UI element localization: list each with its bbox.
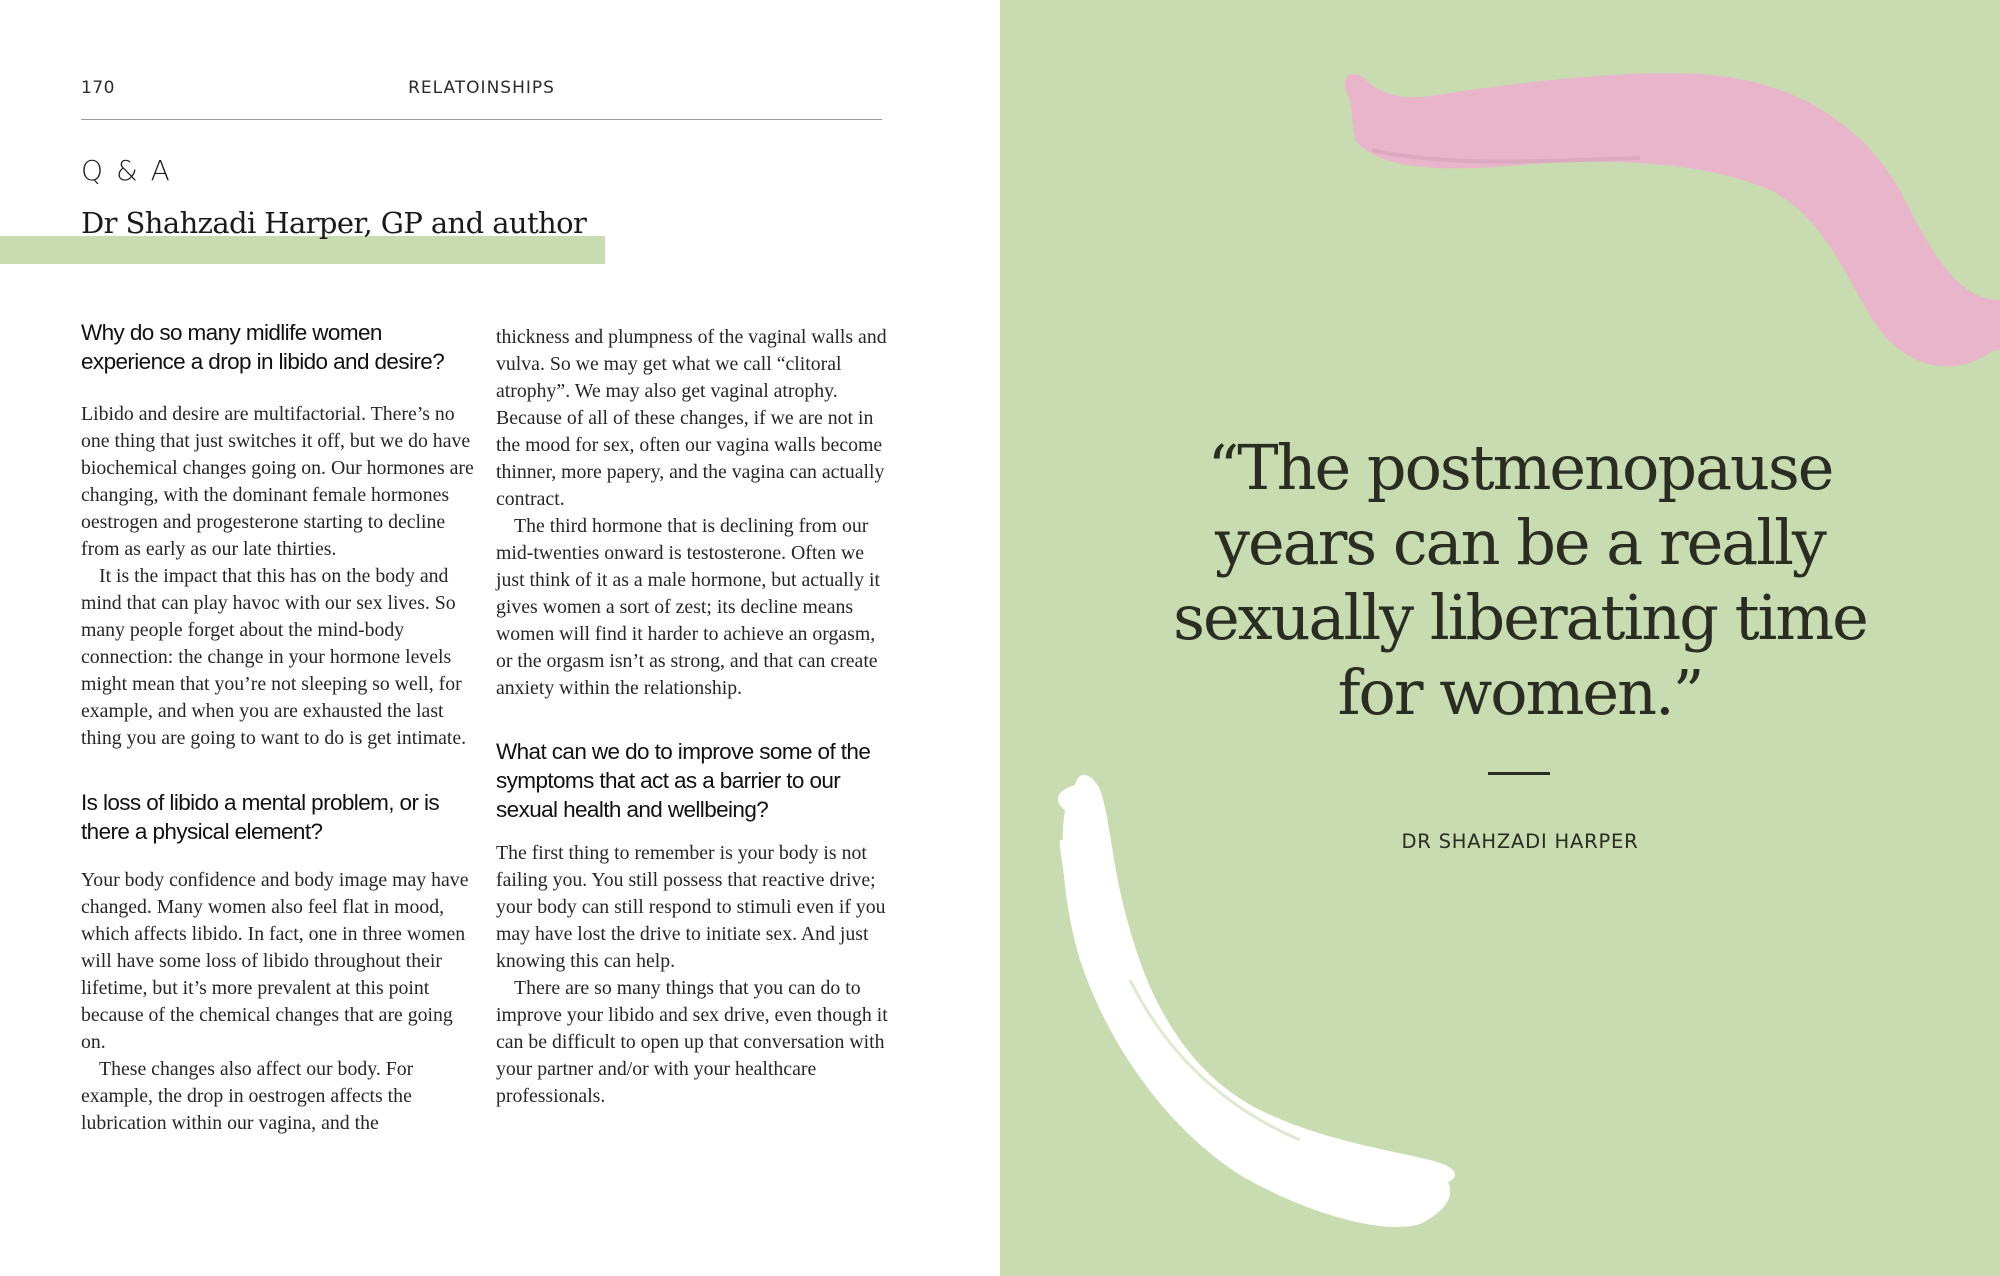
answer-paragraph: The first thing to remember is your body is not failing you. You still possess that reactive drive; your body can still respond to stimuli even if you may have lost the drive to initiate sex. And just knowing this can help. bbox=[496, 842, 886, 972]
answer-paragraph: Libido and desire are multifactorial. There’s no one thing that just switches it off, but we do have biochemical changes going on. Our hormones are changing, with the dominant female hormones oestrogen and progesterone starting to decline from as early as our late thirties. bbox=[81, 403, 474, 560]
text-column-1 bbox=[81, 318, 476, 1137]
answer-paragraph: Your body confidence and body image may have changed. Many women also feel flat in mood, which affects libido. In fact, one in three women will have some loss of libido throughout their lifetime, but it’s more prevalent at this point because of the chemical changes that are going on. bbox=[81, 869, 469, 1053]
right-page bbox=[1000, 0, 2000, 1276]
quote-attribution: DR SHAHZADI HARPER bbox=[1401, 830, 1639, 853]
answer-paragraph: thickness and plumpness of the vaginal walls and vulva. So we may get what we call “clitoral atrophy”. We may also get vaginal atrophy. Because of all of these changes, if we are not in the mood for sex, often our vagina walls become thinner, more papery, and the vagina can actually contract. bbox=[496, 326, 887, 510]
pink-brush-stroke bbox=[1345, 73, 2000, 366]
question-heading: Why do so many midlife women experience a drop in libido and desire? bbox=[81, 320, 445, 374]
interviewee-heading: Dr Shahzadi Harper, GP and author bbox=[81, 206, 587, 240]
section-title: RELATOINSHIPS bbox=[408, 78, 555, 98]
answer-paragraph: It is the impact that this has on the body and mind that can play havoc with our sex lives. So many people forget about the mind-body connection: the change in your hormone levels might mean that you’re not sleeping so well, for example, and when you are exhausted the last thing you are going to want to do is get intimate. bbox=[81, 565, 467, 749]
question-heading: What can we do to improve some of the symptoms that act as a barrier to our sexual health and wellbeing? bbox=[496, 739, 871, 822]
question-heading: Is loss of libido a mental problem, or is there a physical element? bbox=[81, 790, 440, 844]
text-column-2 bbox=[496, 324, 891, 1110]
quote-divider bbox=[1488, 772, 1550, 775]
answer-paragraph: These changes also affect our body. For example, the drop in oestrogen affects the lubrication within our vagina, and the bbox=[81, 1058, 414, 1134]
qa-label: Q & A bbox=[81, 154, 172, 187]
page-number: 170 bbox=[81, 78, 115, 98]
running-head bbox=[81, 78, 882, 120]
pull-quote: “The postmenopause years can be a really sexually liberating time for women.” bbox=[1173, 431, 1867, 729]
answer-paragraph: There are so many things that you can do to improve your libido and sex drive, even though it can be difficult to open up that conversation with your partner and/or with your healthcare professionals. bbox=[496, 977, 888, 1107]
answer-paragraph: The third hormone that is declining from our mid-twenties onward is testosterone. Often we just think of it as a male hormone, but actually it gives women a sort of zest; its decline means women will find it harder to achieve an orgasm, or the orgasm isn’t as strong, and that can create anxiety within the relationship. bbox=[496, 515, 881, 699]
heading-highlight-band bbox=[0, 236, 605, 264]
